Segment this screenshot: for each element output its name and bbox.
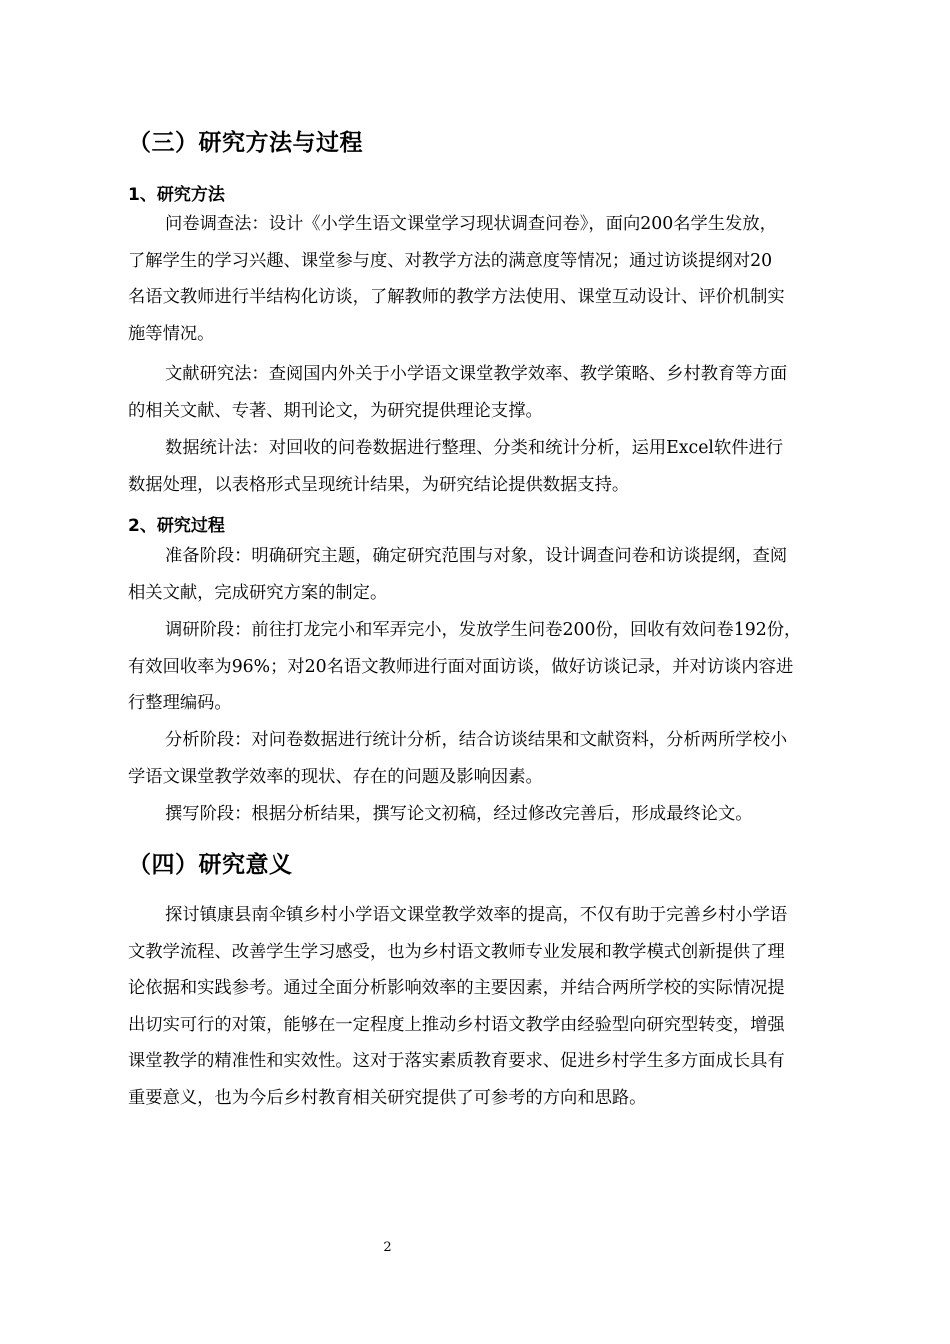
paragraph-line: 相关文献，完成研究方案的制定。 — [128, 582, 388, 603]
paragraph-line: 数据统计法：对回收的问卷数据进行整理、分类和统计分析，运用Excel软件进行 — [165, 438, 784, 458]
paragraph-line: 行整理编码。 — [128, 693, 232, 713]
paragraph-line: 了解学生的学习兴趣、课堂参与度、对教学方法的满意度等情况；通过访谈提纲对20 — [128, 250, 773, 271]
section-heading-methods: （三）研究方法与过程 — [128, 130, 363, 156]
paragraph-line: 学语文课堂教学效率的现状、存在的问题及影响因素。 — [128, 766, 543, 787]
paragraph-questionnaire-method — [128, 206, 856, 352]
subheading-research-methods: 1、研究方法 — [128, 185, 225, 205]
paragraph-analysis-stage — [128, 722, 856, 795]
section-heading-significance: （四）研究意义 — [128, 852, 293, 878]
paragraph-survey-stage — [128, 612, 856, 722]
paragraph-line: 施等情况。 — [128, 323, 215, 344]
paragraph-line: 出切实可行的对策，能够在一定程度上推动乡村语文教学由经验型向研究型转变，增强 — [128, 1014, 785, 1035]
paragraph-significance — [128, 897, 856, 1116]
paragraph-line: 分析阶段：对问卷数据进行统计分析，结合访谈结果和文献资料，分析两所学校小 — [165, 730, 788, 750]
paragraph-line: 名语文教师进行半结构化访谈，了解教师的教学方法使用、课堂互动设计、评价机制实 — [128, 287, 785, 307]
paragraph-writing-stage — [128, 796, 856, 833]
paragraph-line: 撰写阶段：根据分析结果，撰写论文初稿，经过修改完善后，形成最终论文。 — [165, 804, 753, 824]
paragraph-line: 调研阶段：前往打龙完小和军弄完小，发放学生问卷200份，回收有效问卷192份， — [165, 620, 802, 640]
paragraph-line: 有效回收率为96%；对20名语文教师进行面对面访谈，做好访谈记录，并对访谈内容进 — [128, 656, 794, 677]
paragraph-line: 论依据和实践参考。通过全面分析影响效率的主要因素，并结合两所学校的实际情况提 — [128, 978, 785, 998]
paragraph-line: 课堂教学的精准性和实效性。这对于落实素质教育要求、促进乡村学生多方面成长具有 — [128, 1051, 785, 1071]
paragraph-literature-method — [128, 356, 856, 429]
paragraph-line: 文教学流程、改善学生学习感受，也为乡村语文教师专业发展和教学模式创新提供了理 — [128, 941, 785, 962]
paragraph-line: 文献研究法：查阅国内外关于小学语文课堂教学效率、教学策略、乡村教育等方面 — [165, 364, 788, 384]
paragraph-line: 数据处理，以表格形式呈现统计结果，为研究结论提供数据支持。 — [128, 474, 630, 495]
paragraph-line: 的相关文献、专著、期刊论文，为研究提供理论支撑。 — [128, 400, 543, 421]
paragraph-preparation-stage — [128, 538, 856, 611]
subheading-research-process: 2、研究过程 — [128, 516, 225, 536]
paragraph-statistics-method — [128, 430, 856, 503]
paragraph-line: 探讨镇康县南伞镇乡村小学语文课堂教学效率的提高，不仅有助于完善乡村小学语 — [165, 905, 788, 925]
page-number: 2 — [383, 1240, 392, 1255]
paragraph-line: 问卷调查法：设计《小学生语文课堂学习现状调查问卷》，面向200名学生发放， — [165, 214, 777, 234]
paragraph-line: 准备阶段：明确研究主题，确定研究范围与对象，设计调查问卷和访谈提纲，查阅 — [165, 546, 788, 566]
paragraph-line: 重要意义，也为今后乡村教育相关研究提供了可参考的方向和思路。 — [128, 1087, 647, 1108]
